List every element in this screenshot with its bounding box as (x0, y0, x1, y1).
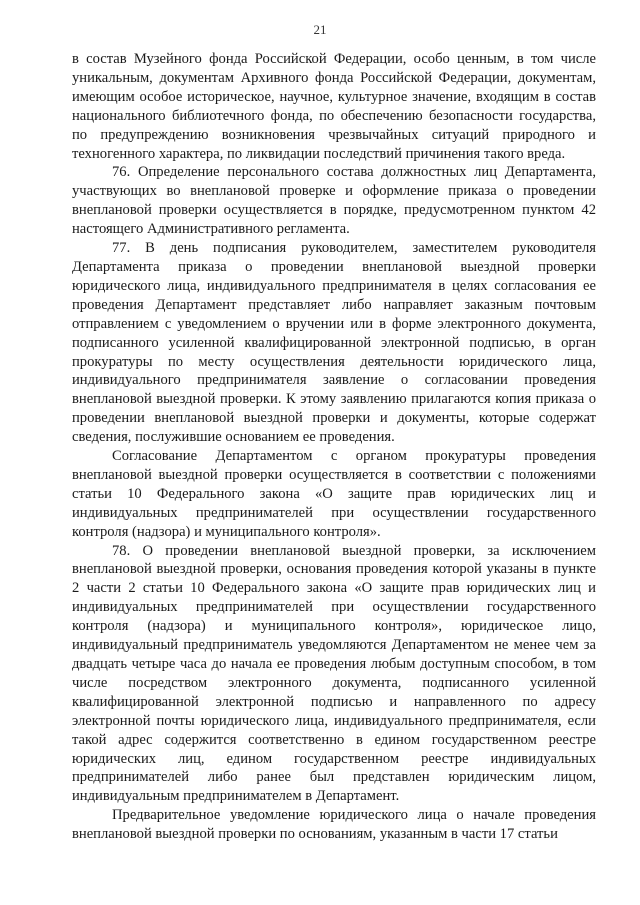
paragraph-77-agreement: Согласование Департаментом с органом прокуратуры проведения внеплановой выездной проверки осуществляется в соответствии с положениями статьи 10 Федерального закона «О защите прав юридических лиц и индивидуальных предпринимателей при осуществлении государственного контроля (надзора) и муниципального контроля». (72, 448, 596, 540)
paragraph-76: 76. Определение персонального состава должностных лиц Департамента, участвующих во внеплановой проверке и оформление приказа о проведении внеплановой проверки осуществляется в порядке, предусмотренном пунктом 42 настоящего Административного регламента. (72, 164, 596, 238)
page-number: 21 (313, 22, 327, 37)
paragraph-78: 78. О проведении внеплановой выездной проверки, за исключением внеплановой выездной проверки, основания проведения которой указаны в пункте 2 части 2 статьи 10 Федерального закона «О защите прав юридических лиц и индивидуальных предпринимателей при осуществлении государственного контроля (надзора) и муниципального контроля», юридическое лицо, индивидуальный предприниматель уведомляются Департаментом не менее чем за двадцать четыре часа до начала ее проведения любым доступным способом, в том числе посредством электронного документа, подписанного усиленной квалифицированной электронной подписью и направленного по адресу электронной почты юридического лица, индивидуального предпринимателя, если такой адрес содержится соответственно в едином государственном реестре юридических лиц, едином государственном реестре индивидуальных предпринимателей либо ранее был представлен юридическим лицом, индивидуальным предпринимателем в Департамент. (72, 542, 596, 805)
paragraph-preliminary-notice: Предварительное уведомление юридического лица о начале проведения внеплановой выездной проверки по основаниям, указанным в части 17 статьи (72, 807, 596, 843)
document-body (72, 50, 596, 844)
paragraph-77: 77. В день подписания руководителем, заместителем руководителя Департамента приказа о проведении внеплановой выездной проверки юридического лица, индивидуального предпринимателя в целях согласования ее проведения Департамент представляет либо направляет заказным почтовым отправлением с уведомлением о вручении или в форме электронного документа, подписанного усиленной квалифицированной электронной подписью, в орган прокуратуры по месту осуществления деятельности юридического лица, индивидуального предпринимателя заявление о согласовании проведения внеплановой выездной проверки. К этому заявлению прилагаются копия приказа о проведении внеплановой выездной проверки и документы, которые содержат сведения, послужившие основанием ее проведения. (72, 240, 596, 446)
paragraph-continuation: в состав Музейного фонда Российской Федерации, особо ценным, в том числе уникальным, документам Архивного фонда Российской Федерации, документам, имеющим особое историческое, научное, культурное значение, входящим в состав национального библиотечного фонда, по обеспечению безопасности государства, по предупреждению возникновения чрезвычайных ситуаций природного и техногенного характера, по ликвидации последствий причинения такого вреда. (72, 51, 596, 162)
